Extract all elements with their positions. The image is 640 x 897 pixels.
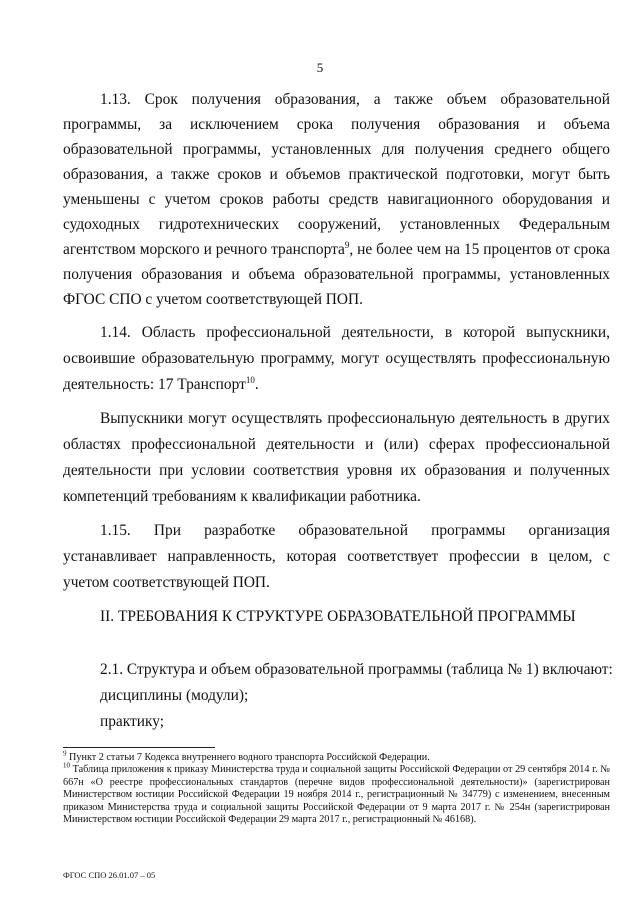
footnote-9 — [63, 749, 610, 764]
footnotes — [63, 749, 610, 826]
footnote-10-text: Таблица приложения к приказу Министерства труда и социальной защиты Российской Федерации от 29 сентября 2014 г. № 667н «О реестре профессиональных стандартов (перечне видов профессиональной деятельности)» (зарегистрирован Министерством юстиции Российской Федерации 19 ноября 2014 г., регистрационный № 34779) с изменением, внесенным приказом Министерства труда и социальной защиты Российской Федерации от 9 марта 2017 г. № 254н (зарегистрирован Министерством юстиции Российской Федерации 29 марта 2017 г., регистрационный № 46168). — [63, 764, 610, 826]
paragraph-1-14-text: 1.14. Область профессиональной деятельности, в которой выпускники, освоившие образовательную программу, могут осуществлять профессиональную деятельность: 17 Транспорт — [63, 324, 610, 393]
body-text — [63, 87, 610, 596]
section-heading: II. ТРЕБОВАНИЯ К СТРУКТУРЕ ОБРАЗОВАТЕЛЬНОЙ ПРОГРАММЫ — [100, 608, 576, 625]
footnote-10 — [63, 764, 610, 826]
paragraph-1-14 — [63, 320, 610, 398]
structure-item-disciplines: дисциплины (модули); — [100, 687, 249, 704]
paragraph-1-14-tail: . — [254, 376, 259, 393]
footnote-9-mark: 9 — [63, 749, 67, 758]
paragraph-1-15: 1.15. При разработке образовательной программы организация устанавливает направленность, которая соответствует профессии в целом, с учетом соответствующей ПОП. — [63, 522, 610, 591]
footnote-ref-9: 9 — [344, 239, 350, 250]
structure-block — [100, 657, 613, 735]
structure-intro: 2.1. Структура и объем образовательной программы (таблица № 1) включают: — [100, 661, 613, 678]
paragraph-1-13-text: 1.13. Срок получения образования, а также объем образовательной программы, за исключением срока получения образования и объема образовательной программы, установленных для получения среднего общего образования, а также сроков и объемов практической подготовки, могут быть уменьшены с учетом сроков работы средств навигационного оборудования и судоходных гидротехнических сооружений, установленных Федеральным агентством морского и речного транспорта — [63, 91, 610, 258]
footnote-separator — [63, 747, 215, 748]
footnote-ref-10: 10 — [245, 374, 255, 385]
structure-item-practice: практику; — [100, 713, 165, 730]
footnote-10-mark: 10 — [63, 762, 70, 771]
paragraph-1-13 — [63, 87, 610, 312]
paragraph-graduates: Выпускники могут осуществлять профессиональную деятельность в других областях профессиональной деятельности и (или) сферах профессиональной деятельности при условии соответствия уровня их образования и полученных компетенций требованиям к квалификации работника. — [63, 410, 610, 505]
page-footer-code: ФГОС СПО 26.01.07 – 05 — [63, 870, 156, 880]
paragraph-1-13-tail: , не более чем на 15 процентов от срока получения образования и объема образовательной программы, установленных ФГОС СПО с учетом соответствующей ПОП. — [63, 241, 610, 308]
footnote-9-text: Пункт 2 статьи 7 Кодекса внутреннего водного транспорта Российской Федерации. — [66, 752, 430, 763]
page-number: 5 — [316, 60, 324, 75]
